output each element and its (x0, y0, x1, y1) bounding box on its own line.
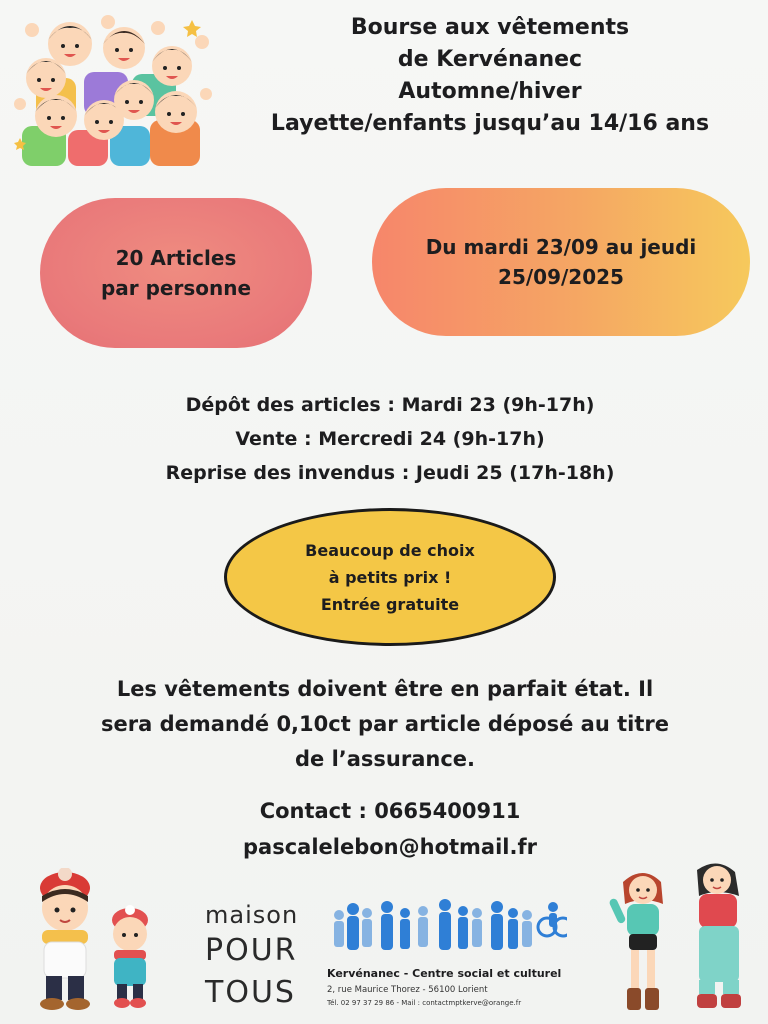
schedule-item: Vente : Mercredi 24 (9h-17h) (235, 428, 545, 450)
event-title (225, 12, 755, 140)
promo-line: Entrée gratuite (320, 594, 460, 614)
organization-name: Kervénanec - Centre social et culturel (327, 967, 562, 980)
schedule-item: Reprise des invendus : Jeudi 25 (17h-18h) (165, 462, 615, 484)
badge-line: Du mardi 23/09 au jeudi (425, 235, 697, 259)
organization-contact: Tél. 02 97 37 29 86 - Mail : contactmptkerve@orange.fr (327, 999, 522, 1007)
title-line: Automne/hiver (398, 79, 582, 104)
organization-address: 2, rue Maurice Thorez - 56100 Lorient (327, 985, 488, 995)
promo-line: Beaucoup de choix (305, 540, 475, 560)
badge-line: 20 Articles (115, 246, 237, 270)
logo-word: POUR (205, 933, 298, 968)
title-line: Layette/enfants jusqu’au 14/16 ans (270, 111, 710, 136)
notice-line: de l’assurance. (294, 747, 476, 771)
contact-phone: Contact : 0665400911 (259, 799, 521, 823)
schedule (60, 388, 720, 490)
teen-girls-illustration (605, 860, 765, 1018)
title-line: Bourse aux vêtements (350, 15, 630, 40)
crowd-silhouette-icon (327, 897, 567, 957)
articles-limit-badge (40, 198, 312, 348)
contact-email: pascalelebon@hotmail.fr (243, 835, 537, 859)
children-group-illustration (12, 8, 212, 168)
notice-line: Les vêtements doivent être en parfait état. Il (116, 677, 654, 701)
promo-line: à petits prix ! (328, 567, 452, 587)
badge-line: 25/09/2025 (498, 265, 624, 289)
winter-kids-illustration (20, 868, 170, 1014)
schedule-item: Dépôt des articles : Mardi 23 (9h-17h) (185, 394, 595, 416)
promo-oval (224, 508, 556, 646)
contact-block (150, 793, 630, 865)
logo-word: maison (205, 901, 299, 929)
logo-word: TOUS (205, 975, 296, 1010)
maison-pour-tous-logo (205, 895, 585, 1015)
condition-notice (30, 672, 740, 777)
notice-line: sera demandé 0,10ct par article déposé au titre (101, 712, 669, 736)
event-dates-badge (372, 188, 750, 336)
title-line: de Kervénanec (397, 47, 583, 72)
badge-line: par personne (100, 276, 252, 300)
